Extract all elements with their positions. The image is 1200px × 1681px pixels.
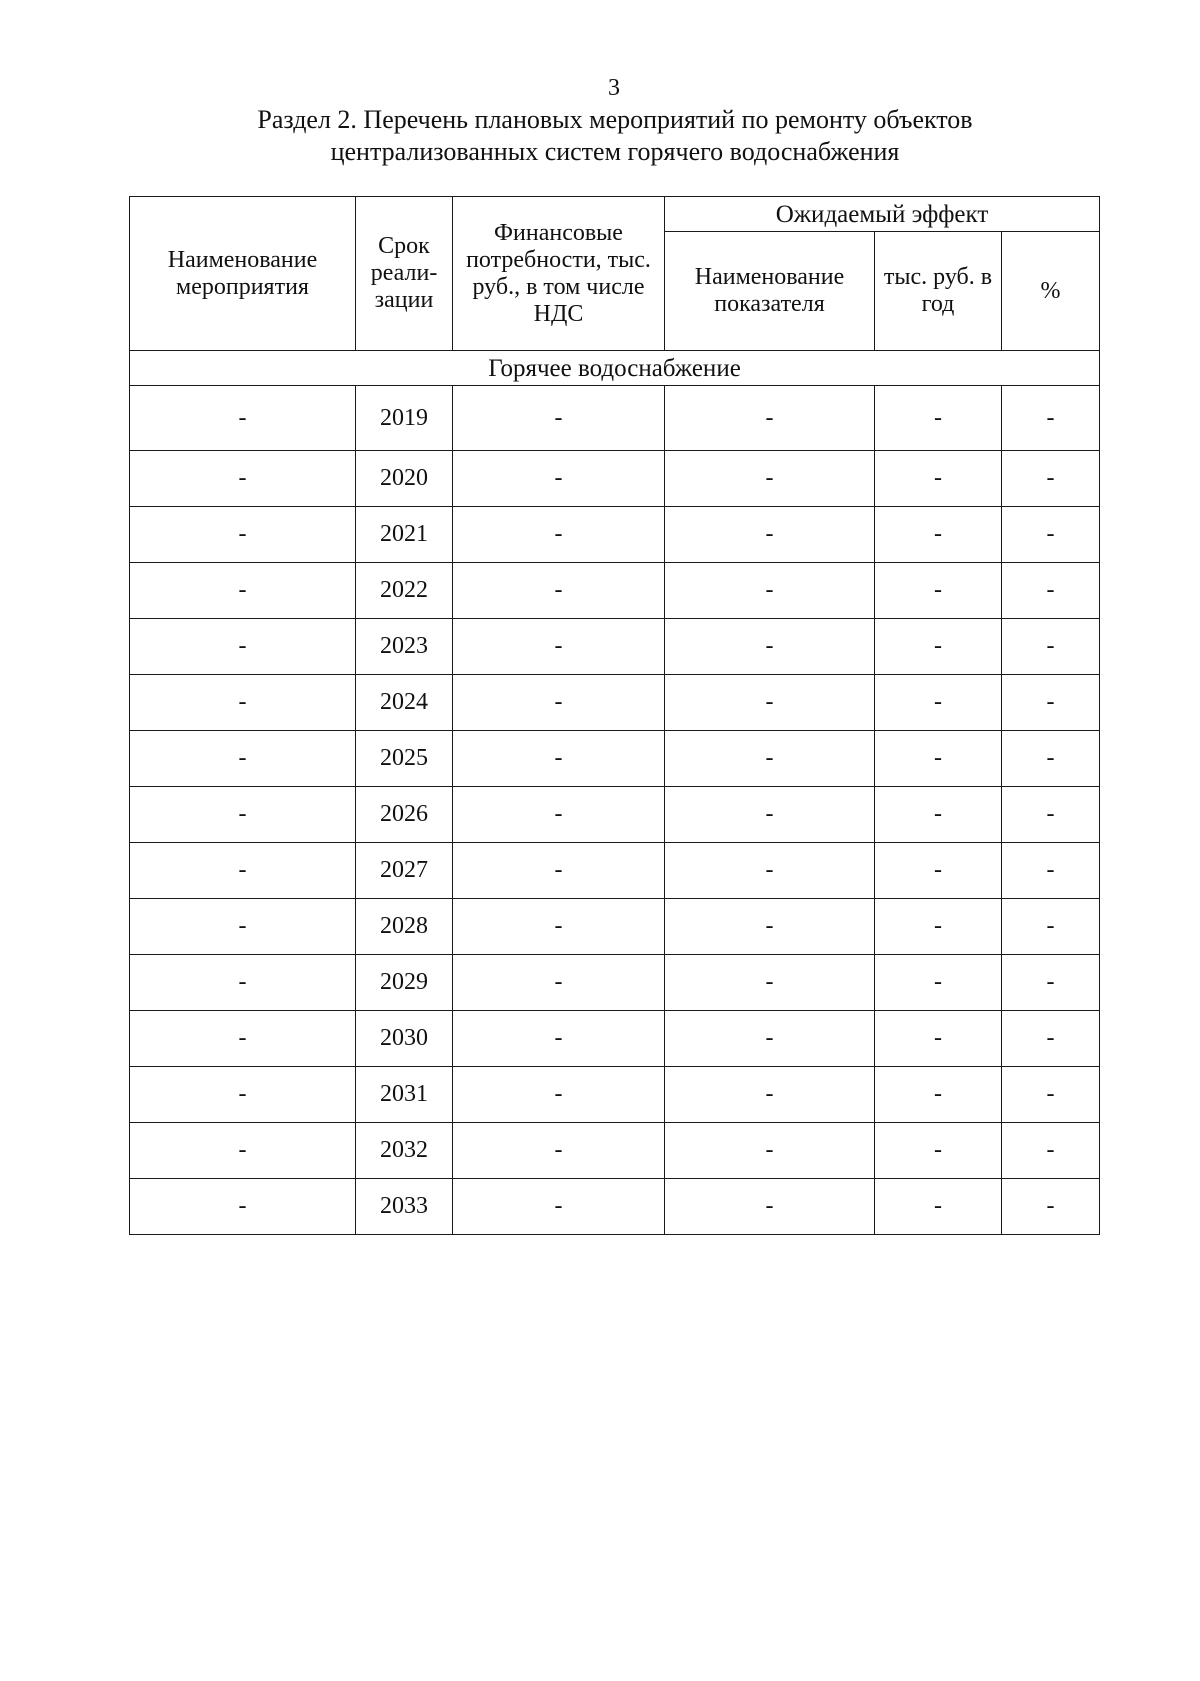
table-row [130,1123,1100,1179]
cell-thousand-rub-per-year: - [875,619,1002,675]
cell-financial-needs: - [453,563,665,619]
cell-percent: - [1002,731,1100,787]
table-row [130,843,1100,899]
cell-year: 2027 [356,843,453,899]
cell-indicator-name: - [665,955,875,1011]
cell-year: 2029 [356,955,453,1011]
cell-indicator-name: - [665,1179,875,1235]
cell-year: 2031 [356,1067,453,1123]
cell-financial-needs: - [453,787,665,843]
cell-event-name: - [130,843,356,899]
cell-percent: - [1002,675,1100,731]
table-row [130,1179,1100,1235]
cell-percent: - [1002,955,1100,1011]
cell-event-name: - [130,563,356,619]
header-percent: % [1002,232,1100,351]
cell-year: 2028 [356,899,453,955]
cell-thousand-rub-per-year: - [875,899,1002,955]
table-row [130,675,1100,731]
cell-year: 2020 [356,451,453,507]
cell-percent: - [1002,507,1100,563]
cell-percent: - [1002,1067,1100,1123]
header-event-name: Наименование мероприятия [130,197,356,351]
cell-event-name: - [130,1123,356,1179]
table-row [130,731,1100,787]
cell-indicator-name: - [665,386,875,451]
cell-event-name: - [130,619,356,675]
header-expected-effect: Ожидаемый эффект [665,197,1100,232]
cell-thousand-rub-per-year: - [875,787,1002,843]
header-thousand-rub-per-year: тыс. руб. в год [875,232,1002,351]
cell-year: 2023 [356,619,453,675]
table-row [130,619,1100,675]
table-row [130,787,1100,843]
page-number: 3 [608,75,620,101]
cell-event-name: - [130,955,356,1011]
table-body [130,351,1100,1235]
cell-percent: - [1002,1179,1100,1235]
cell-thousand-rub-per-year: - [875,675,1002,731]
cell-financial-needs: - [453,619,665,675]
cell-indicator-name: - [665,1011,875,1067]
table-row [130,563,1100,619]
cell-percent: - [1002,1123,1100,1179]
table-row [130,451,1100,507]
cell-financial-needs: - [453,507,665,563]
cell-financial-needs: - [453,1067,665,1123]
cell-event-name: - [130,1067,356,1123]
table-row [130,899,1100,955]
cell-event-name: - [130,731,356,787]
cell-financial-needs: - [453,955,665,1011]
cell-percent: - [1002,843,1100,899]
cell-event-name: - [130,386,356,451]
cell-event-name: - [130,787,356,843]
cell-year: 2019 [356,386,453,451]
cell-event-name: - [130,1179,356,1235]
cell-percent: - [1002,619,1100,675]
cell-event-name: - [130,1011,356,1067]
header-period: Срок реали-зации [356,197,453,351]
table-row [130,1011,1100,1067]
cell-indicator-name: - [665,675,875,731]
cell-indicator-name: - [665,731,875,787]
cell-thousand-rub-per-year: - [875,386,1002,451]
cell-thousand-rub-per-year: - [875,507,1002,563]
cell-percent: - [1002,1011,1100,1067]
header-indicator-name: Наименование показателя [665,232,875,351]
cell-indicator-name: - [665,1123,875,1179]
cell-financial-needs: - [453,899,665,955]
cell-financial-needs: - [453,451,665,507]
cell-indicator-name: - [665,899,875,955]
table-row [130,955,1100,1011]
cell-thousand-rub-per-year: - [875,1123,1002,1179]
cell-financial-needs: - [453,1011,665,1067]
cell-indicator-name: - [665,451,875,507]
cell-year: 2030 [356,1011,453,1067]
document-title-line-1: Раздел 2. Перечень плановых мероприятий по ремонту объектов [257,105,973,134]
cell-year: 2021 [356,507,453,563]
cell-financial-needs: - [453,1123,665,1179]
cell-thousand-rub-per-year: - [875,1067,1002,1123]
cell-financial-needs: - [453,731,665,787]
cell-year: 2026 [356,787,453,843]
repair-plan-table [129,196,1100,1235]
cell-percent: - [1002,563,1100,619]
cell-percent: - [1002,386,1100,451]
cell-thousand-rub-per-year: - [875,563,1002,619]
cell-year: 2025 [356,731,453,787]
cell-event-name: - [130,451,356,507]
cell-indicator-name: - [665,1067,875,1123]
cell-indicator-name: - [665,843,875,899]
table-row [130,1067,1100,1123]
cell-thousand-rub-per-year: - [875,731,1002,787]
cell-indicator-name: - [665,619,875,675]
cell-financial-needs: - [453,1179,665,1235]
cell-indicator-name: - [665,787,875,843]
cell-year: 2033 [356,1179,453,1235]
cell-event-name: - [130,899,356,955]
cell-financial-needs: - [453,843,665,899]
cell-financial-needs: - [453,386,665,451]
cell-event-name: - [130,675,356,731]
cell-financial-needs: - [453,675,665,731]
cell-percent: - [1002,451,1100,507]
cell-thousand-rub-per-year: - [875,1011,1002,1067]
cell-year: 2032 [356,1123,453,1179]
table-row [130,386,1100,451]
cell-thousand-rub-per-year: - [875,843,1002,899]
document-title [150,104,1080,168]
cell-indicator-name: - [665,507,875,563]
cell-indicator-name: - [665,563,875,619]
cell-event-name: - [130,507,356,563]
cell-percent: - [1002,899,1100,955]
header-financial-needs: Финансовые потребности, тыс. руб., в том числе НДС [453,197,665,351]
cell-year: 2022 [356,563,453,619]
table-row [130,507,1100,563]
cell-thousand-rub-per-year: - [875,955,1002,1011]
document-title-line-2: централизованных систем горячего водоснабжения [330,137,900,166]
cell-thousand-rub-per-year: - [875,1179,1002,1235]
cell-percent: - [1002,787,1100,843]
section-hot-water-supply: Горячее водоснабжение [130,351,1100,386]
cell-year: 2024 [356,675,453,731]
cell-thousand-rub-per-year: - [875,451,1002,507]
